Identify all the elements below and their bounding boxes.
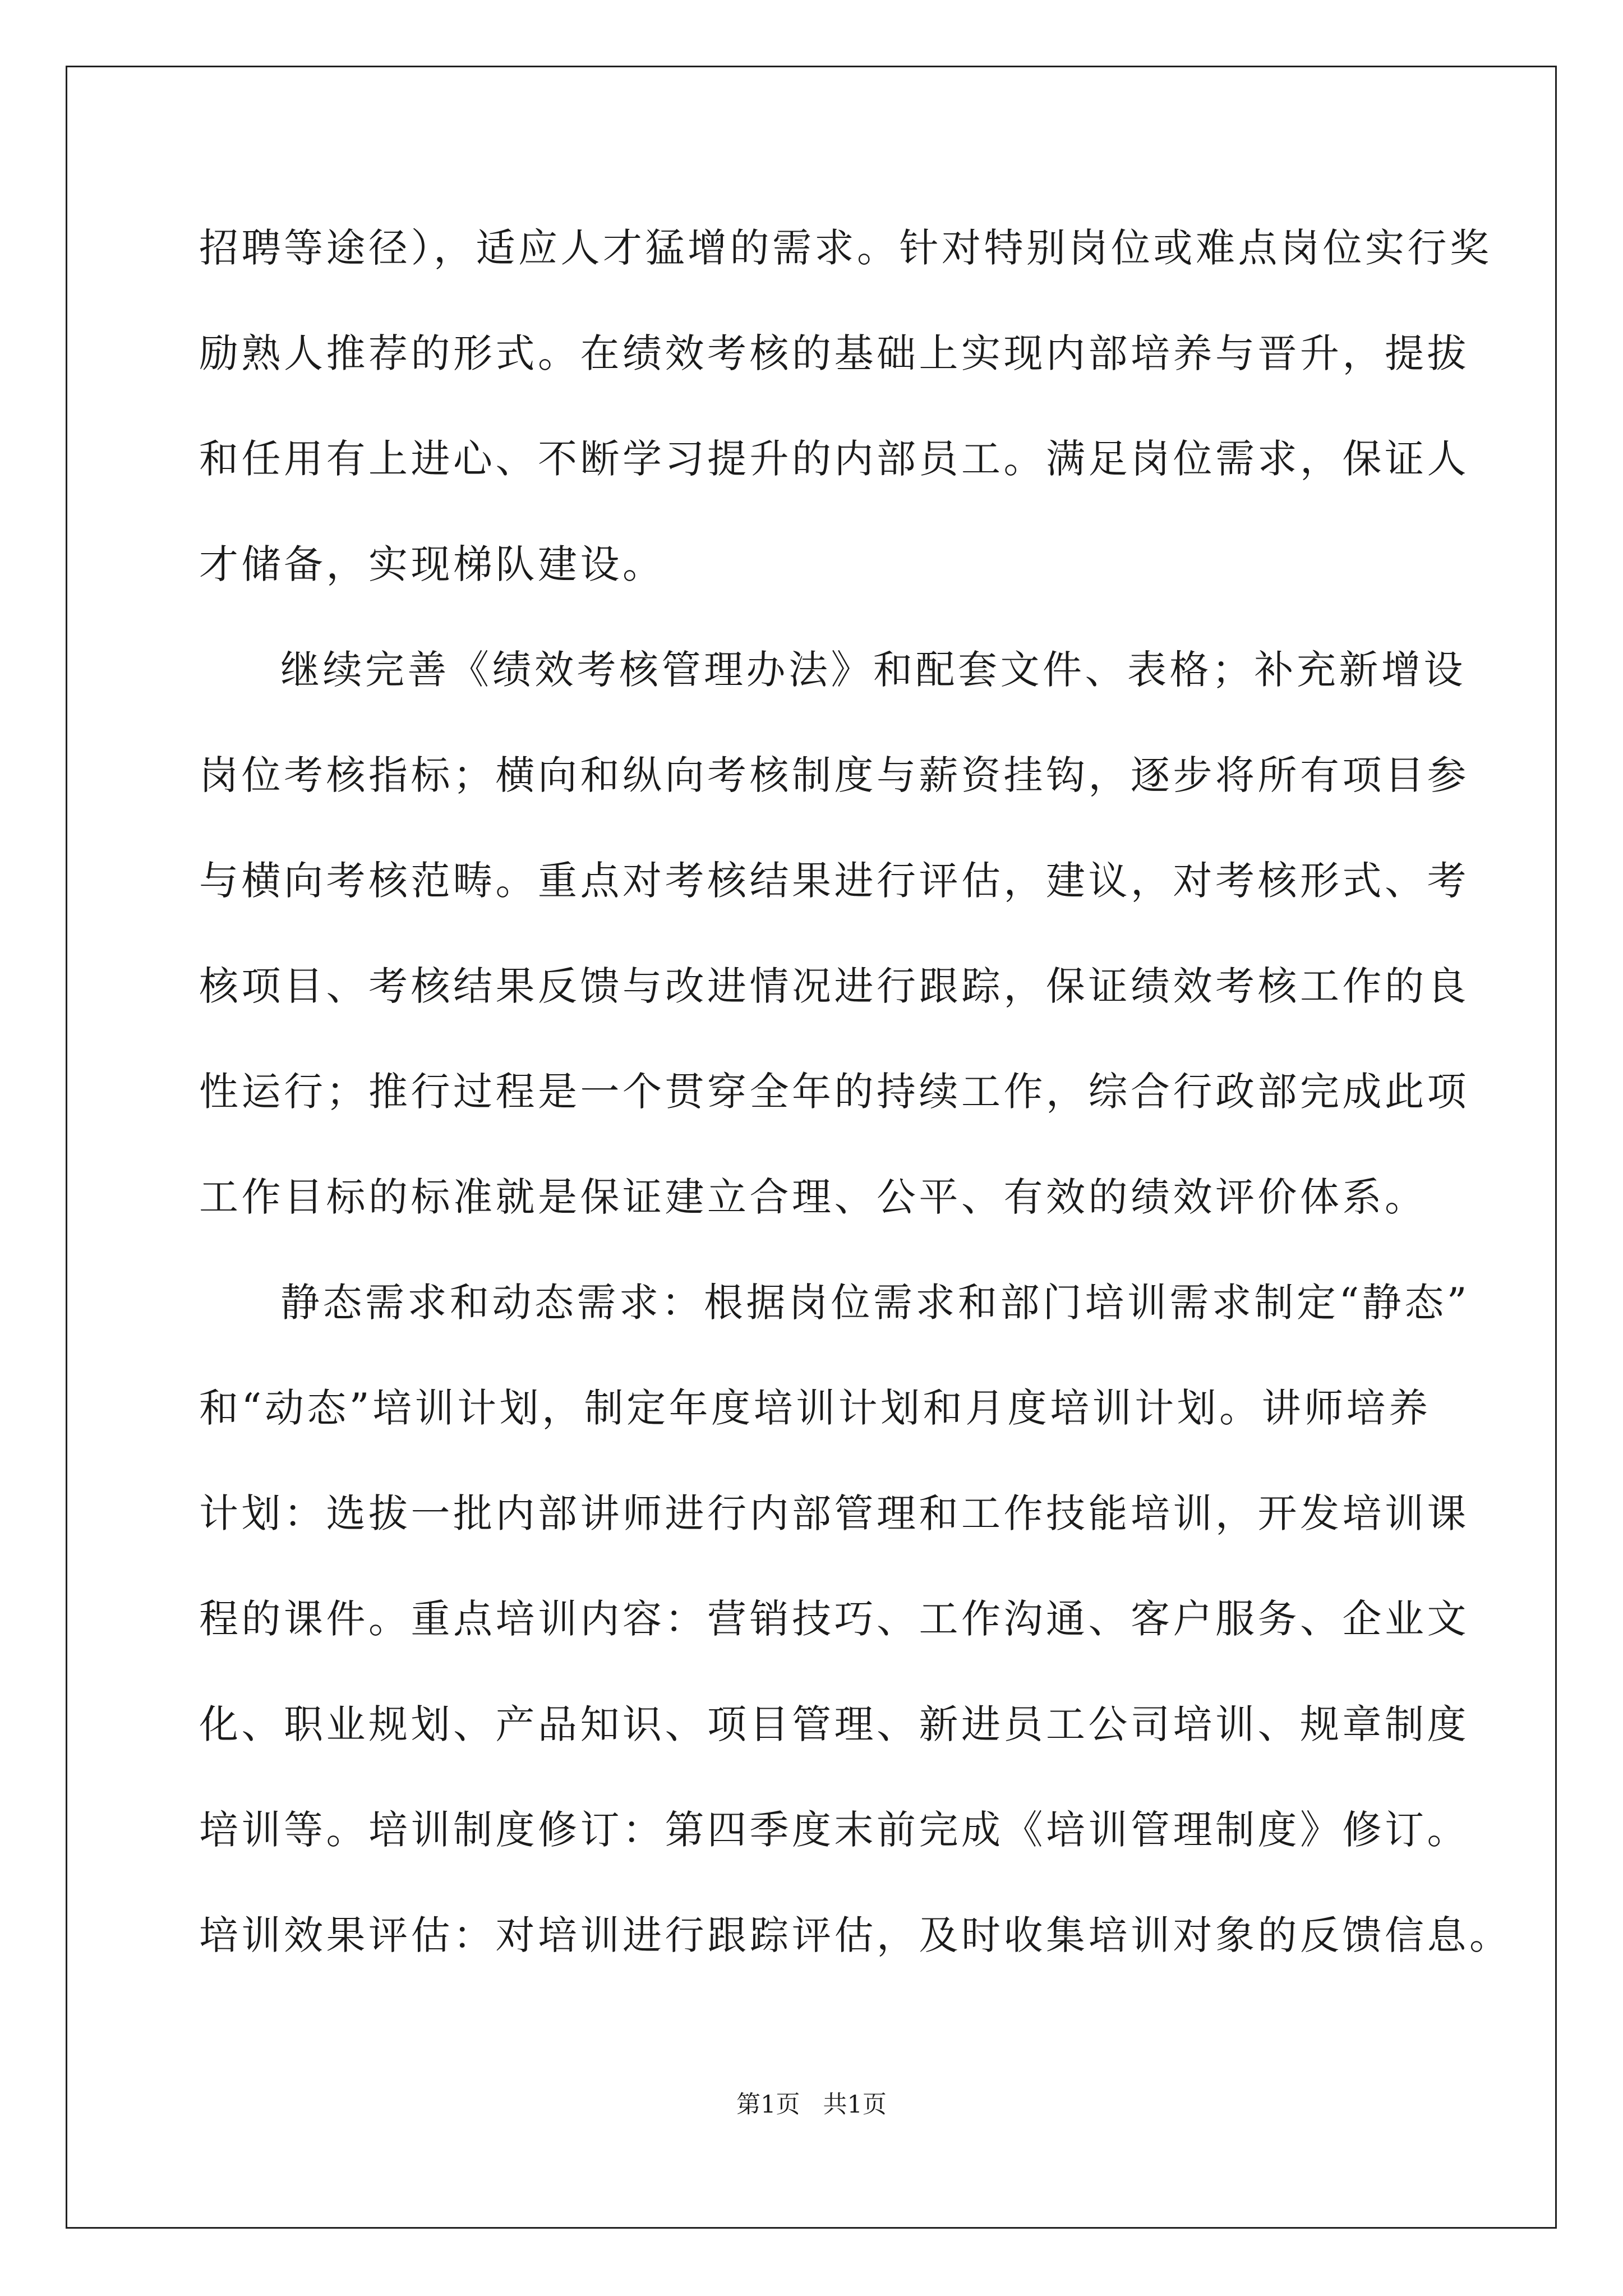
text-line: 岗位考核指标；横向和纵向考核制度与薪资挂钩，逐步将所有项目参: [199, 752, 1469, 798]
text-line: 化、职业规划、产品知识、项目管理、新进员工公司培训、规章制度: [199, 1701, 1469, 1747]
text-line: 核项目、考核结果反馈与改进情况进行跟踪，保证绩效考核工作的良: [199, 963, 1469, 1009]
text-line: 和“动态”培训计划，制定年度培训计划和月度培训计划。讲师培养: [199, 1385, 1431, 1431]
text-line: 与横向考核范畴。重点对考核结果进行评估，建议，对考核形式、考: [199, 858, 1469, 904]
text-line: 招聘等途径），适应人才猛增的需求。针对特别岗位或难点岗位实行奖: [199, 225, 1492, 271]
text-line: 工作目标的标准就是保证建立合理、公平、有效的绩效评价体系。: [199, 1174, 1427, 1220]
page-number-footer: 第1页 共1页: [736, 2091, 887, 2119]
page-border: [66, 66, 1557, 2229]
text-line: 性运行；推行过程是一个贯穿全年的持续工作，综合行政部完成此项: [199, 1069, 1469, 1115]
text-line: 才储备，实现梯队建设。: [199, 541, 665, 587]
text-line: 计划：选拔一批内部讲师进行内部管理和工作技能培训，开发培训课: [199, 1490, 1469, 1536]
text-line: 和任用有上进心、不断学习提升的内部员工。满足岗位需求，保证人: [199, 436, 1469, 482]
paragraph-first-line: 继续完善《绩效考核管理办法》和配套文件、表格；补充新增设: [280, 647, 1466, 693]
paragraph-first-line: 静态需求和动态需求：根据岗位需求和部门培训需求制定“静态”: [280, 1280, 1470, 1326]
text-line: 励熟人推荐的形式。在绩效考核的基础上实现内部培养与晋升，提拔: [199, 330, 1469, 376]
text-line: 培训等。培训制度修订：第四季度末前完成《培训管理制度》修订。: [199, 1807, 1469, 1853]
text-line: 程的课件。重点培训内容：营销技巧、工作沟通、客户服务、企业文: [199, 1596, 1469, 1642]
text-line: 培训效果评估：对培训进行跟踪评估，及时收集培训对象的反馈信息。: [199, 1912, 1512, 1958]
